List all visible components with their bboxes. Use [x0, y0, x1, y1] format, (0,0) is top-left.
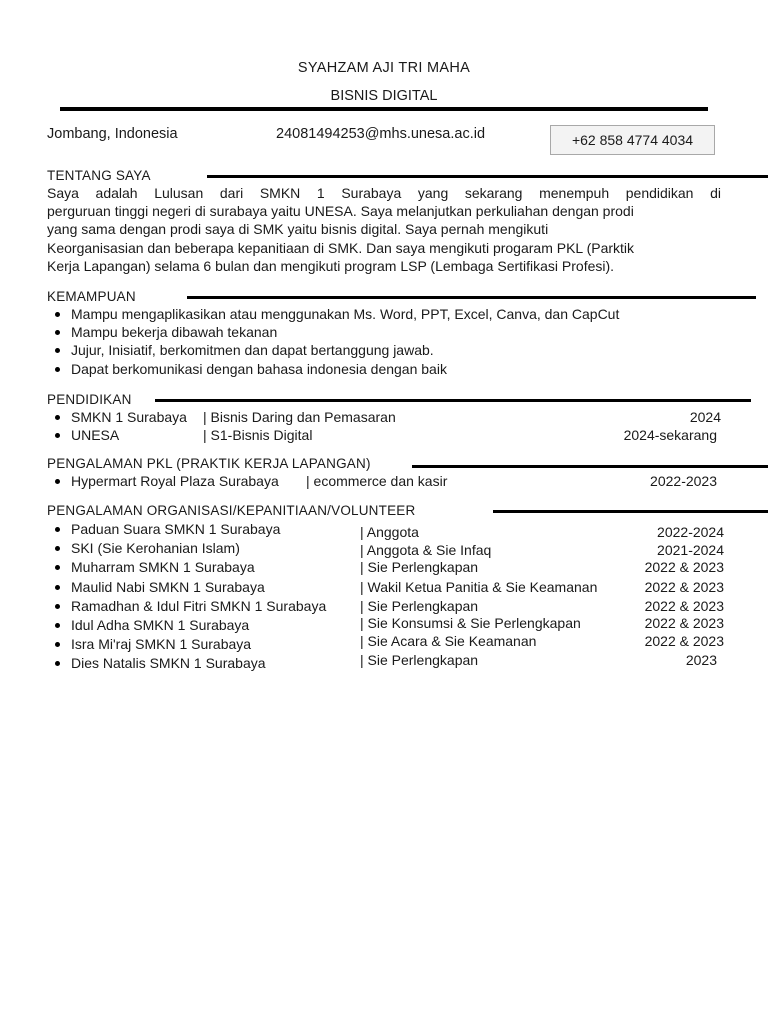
about-line: Saya adalah Lulusan dari SMKN 1 Surabaya yang sekarang menempuh pendidikan di: [47, 185, 721, 201]
organization-role: | Sie Konsumsi & Sie Perlengkapan: [360, 614, 581, 631]
organization-role: | Sie Perlengkapan: [360, 597, 479, 614]
education-item: [47, 426, 727, 444]
about-line: yang sama dengan prodi saya di SMK yaitu bisnis digital. Saya pernah mengikuti: [47, 221, 549, 238]
candidate-name: SYAHZAM AJI TRI MAHA: [297, 60, 471, 76]
skill-item: Mampu mengaplikasikan atau menggunakan Ms. Word, PPT, Excel, Canva, dan CapCut: [47, 305, 747, 323]
skill-item: Jujur, Inisiatif, berkomitmen dan dapat bertanggung jawab.: [47, 341, 747, 359]
organization-role: | Wakil Ketua Panitia & Sie Keamanan: [360, 578, 598, 595]
candidate-major: BISNIS DIGITAL: [330, 88, 438, 104]
about-line: perguruan tinggi negeri di surabaya yaitu UNESA. Saya melanjutkan perkuliahan dengan prodi: [47, 203, 634, 220]
skills-list: [47, 305, 747, 378]
email-text: 24081494253@mhs.unesa.ac.id: [276, 126, 486, 142]
internship-list: [47, 472, 727, 490]
education-school: UNESA: [71, 427, 120, 444]
section-rule-about: [207, 175, 768, 178]
organization-item: [47, 539, 727, 557]
organization-name: Dies Natalis SMKN 1 Surabaya: [71, 655, 266, 672]
organization-item: [47, 654, 727, 672]
internship-year: 2022-2023: [650, 473, 717, 489]
section-title-about: TENTANG SAYA: [47, 168, 151, 183]
organization-role: | Sie Perlengkapan: [360, 559, 479, 576]
organization-item: [47, 597, 727, 615]
organization-item: [47, 520, 727, 538]
section-title-skills: KEMAMPUAN: [47, 289, 136, 304]
organization-year: 2022 & 2023: [644, 633, 724, 650]
organization-year: 2022 & 2023: [644, 597, 724, 614]
organization-name: Isra Mi'raj SMKN 1 Surabaya: [71, 636, 252, 653]
about-paragraph: [47, 184, 721, 275]
about-line: Kerja Lapangan) selama 6 bulan dan mengikuti program LSP (Lembaga Sertifikasi Profesi).: [47, 257, 615, 274]
education-year: 2024: [689, 409, 721, 425]
organization-year: 2022-2024: [657, 524, 724, 540]
organization-item: [47, 578, 727, 596]
phone-text: +62 858 4774 4034: [571, 132, 694, 148]
education-item: [47, 408, 727, 426]
education-list: [47, 408, 727, 444]
organization-name: SKI (Sie Kerohanian Islam): [71, 540, 240, 557]
section-title-education: PENDIDIKAN: [47, 392, 132, 407]
education-program: | S1-Bisnis Digital: [203, 427, 313, 444]
section-rule-organization: [493, 510, 768, 513]
organization-year: 2021-2024: [657, 542, 724, 559]
organization-item: [47, 558, 727, 576]
skill-item: Dapat berkomunikasi dengan bahasa indonesia dengan baik: [47, 360, 747, 378]
internship-place: Hypermart Royal Plaza Surabaya: [71, 473, 279, 489]
about-line: Keorganisasian dan beberapa kepanitiaan di SMK. Dan saya mengikuti progaram PKL (Parktik: [47, 239, 635, 256]
education-school: SMKN 1 Surabaya: [71, 409, 187, 425]
internship-role: | ecommerce dan kasir: [306, 473, 448, 489]
section-rule-skills: [187, 296, 756, 299]
education-program: | Bisnis Daring dan Pemasaran: [203, 409, 396, 425]
organization-year: 2022 & 2023: [644, 578, 724, 595]
organization-year: 2022 & 2023: [644, 614, 724, 631]
section-title-internship: PENGALAMAN PKL (PRAKTIK KERJA LAPANGAN): [47, 456, 371, 471]
organization-name: Paduan Suara SMKN 1 Surabaya: [71, 521, 281, 537]
organization-role: | Sie Perlengkapan: [360, 652, 479, 669]
organization-name: Ramadhan & Idul Fitri SMKN 1 Surabaya: [71, 597, 327, 614]
section-title-organization: PENGALAMAN ORGANISASI/KEPANITIAAN/VOLUNTEER: [47, 503, 416, 518]
organization-name: Muharram SMKN 1 Surabaya: [71, 559, 255, 576]
section-rule-internship: [412, 465, 768, 468]
skill-item: Mampu bekerja dibawah tekanan: [47, 323, 747, 341]
organization-list: [47, 520, 727, 673]
organization-role: | Sie Acara & Sie Keamanan: [360, 633, 537, 650]
organization-year: 2023: [685, 652, 717, 669]
organization-name: Maulid Nabi SMKN 1 Surabaya: [71, 578, 265, 595]
organization-name: Idul Adha SMKN 1 Surabaya: [71, 616, 250, 633]
section-rule-education: [155, 399, 751, 402]
organization-role: | Anggota: [360, 524, 419, 540]
organization-role: | Anggota & Sie Infaq: [360, 542, 492, 559]
location-text: Jombang, Indonesia: [47, 126, 178, 142]
header-divider: [60, 107, 708, 111]
internship-item: [47, 472, 727, 490]
organization-year: 2022 & 2023: [644, 559, 724, 576]
phone-box: [550, 125, 715, 155]
education-year: 2024-sekarang: [623, 427, 717, 444]
